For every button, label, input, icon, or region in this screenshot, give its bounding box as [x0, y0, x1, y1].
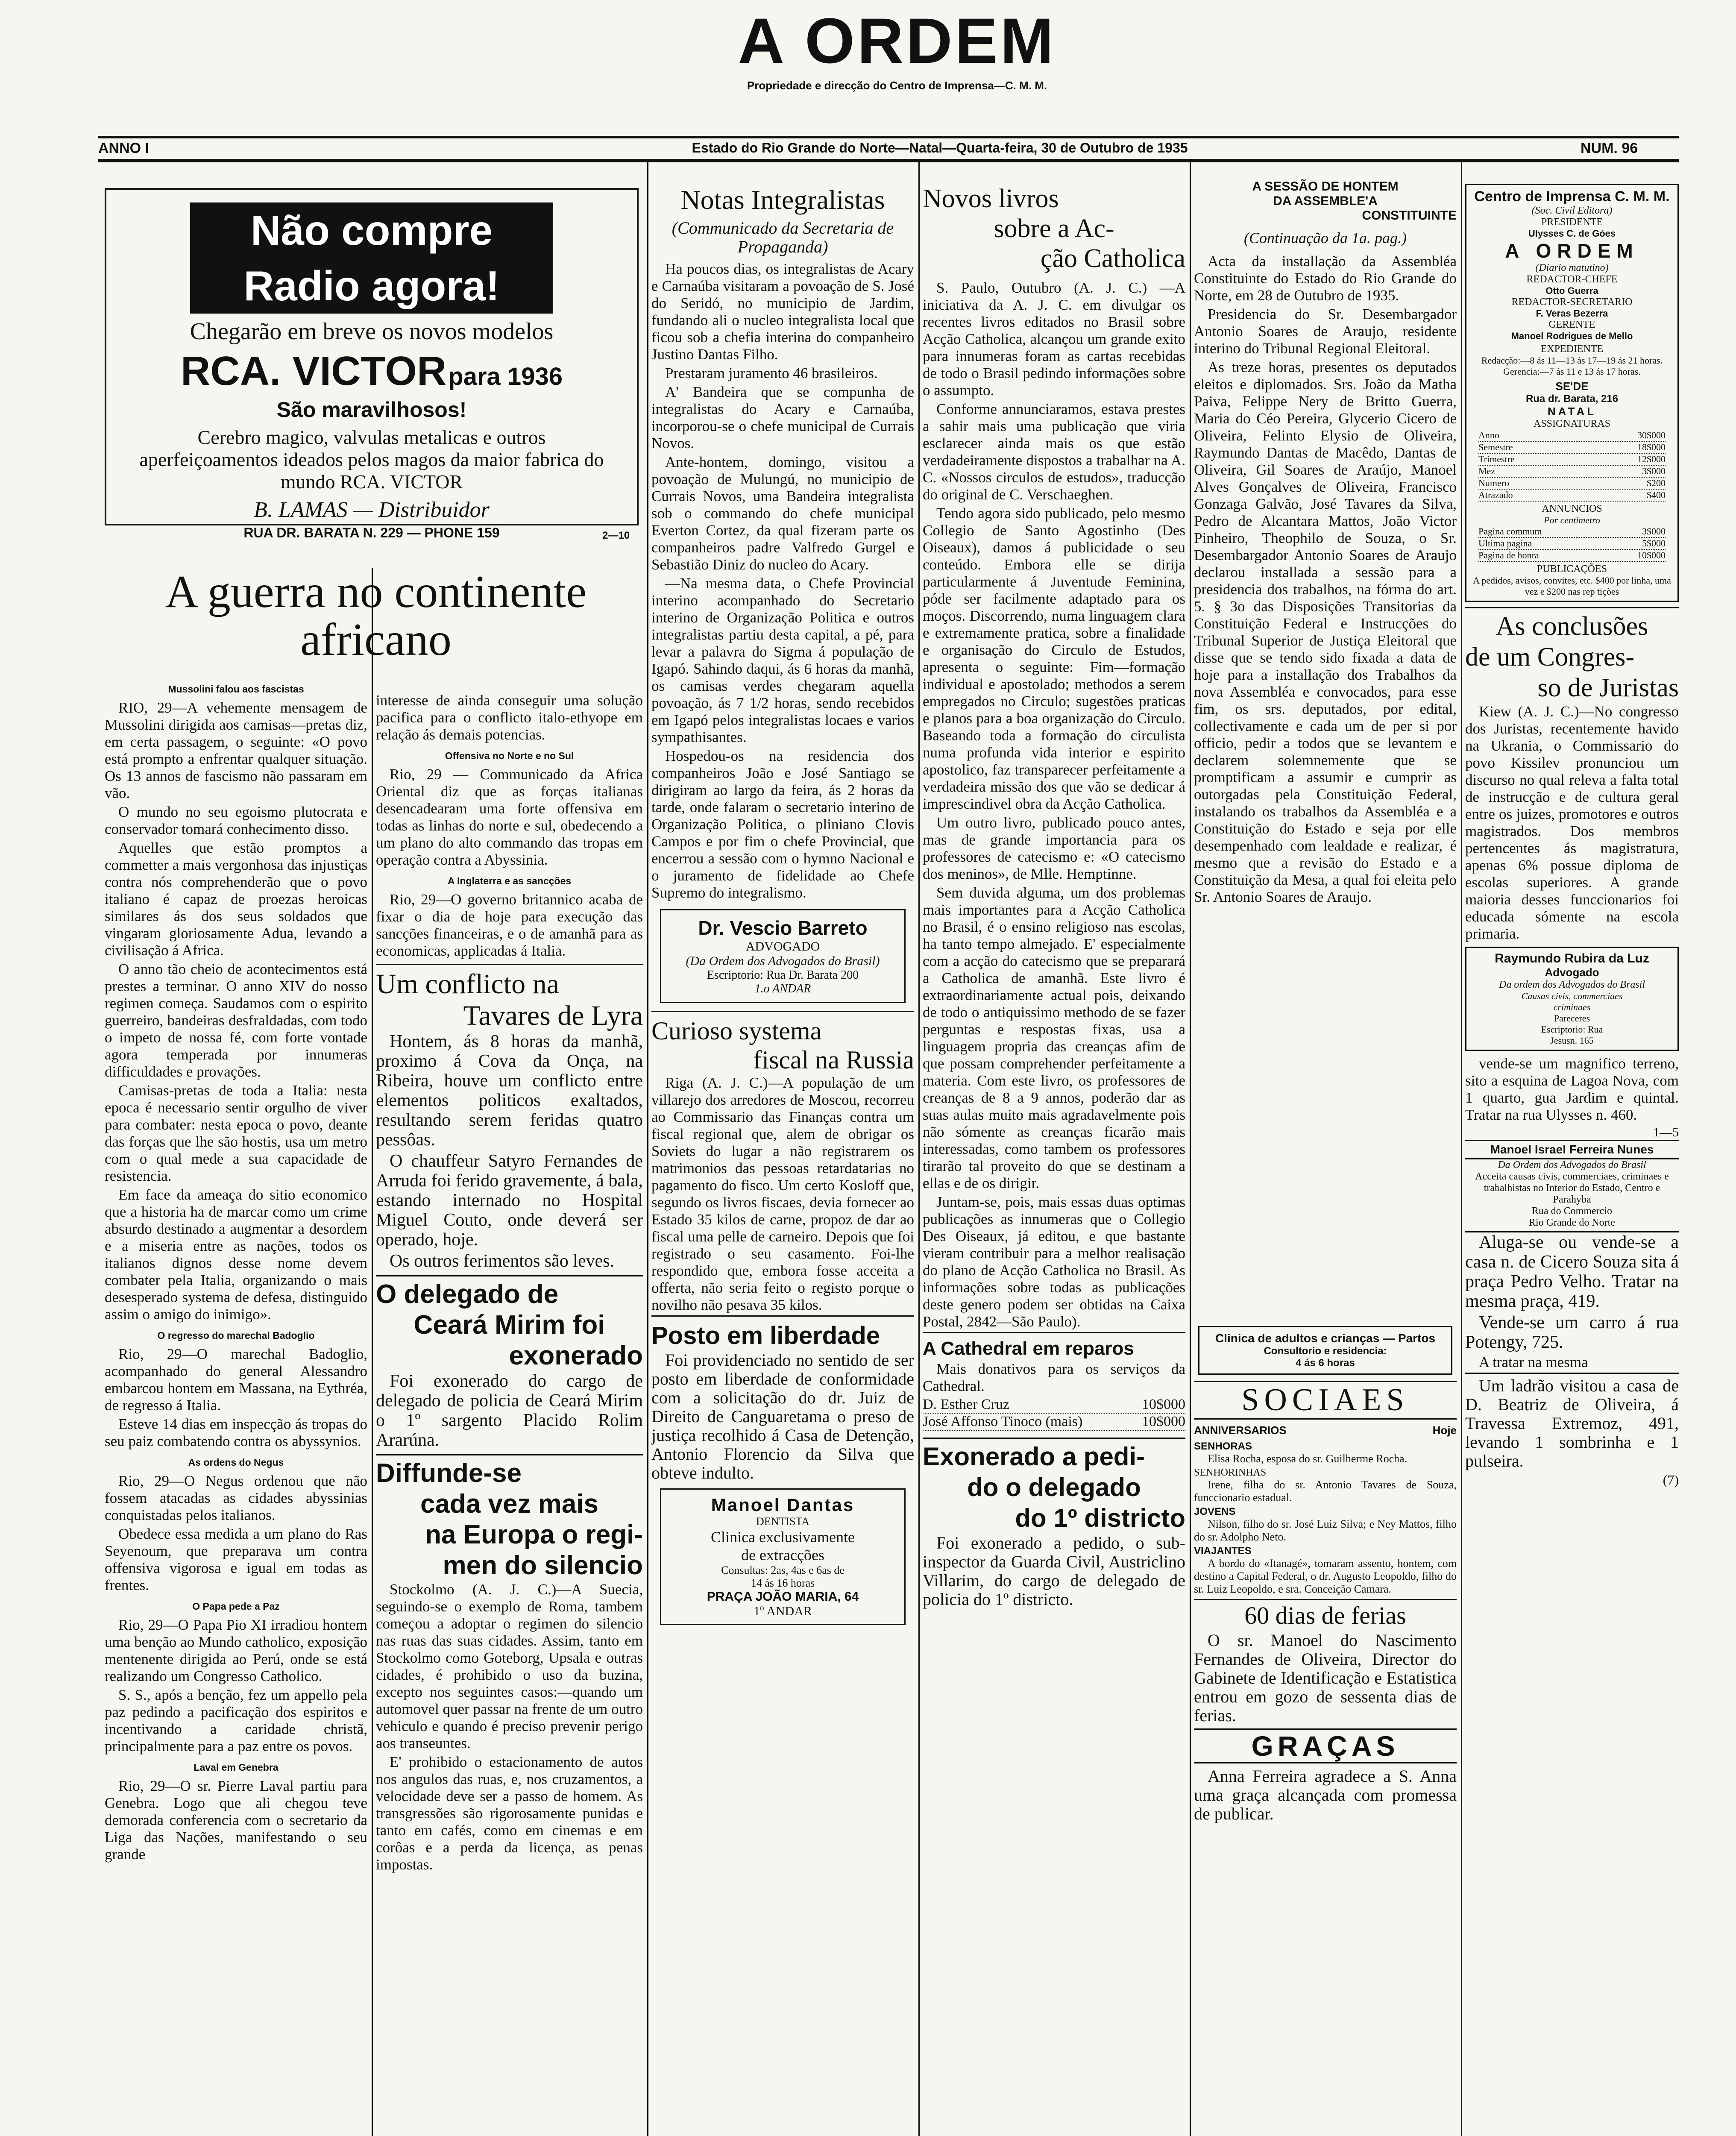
nunes-text: Rio Grande do Norte	[1465, 1217, 1679, 1232]
column-rule	[918, 162, 920, 2136]
paragraph: S. S., após a benção, fez um appello pela paz pedindo a pacificação dos espiritos e incentivando a caridade christã, principalmente para a paz entre os povos.	[105, 1687, 371, 1755]
ad-dantas-role: DENTISTA	[756, 1515, 809, 1528]
ad-luz-line: Jesusn. 165	[1550, 1035, 1594, 1046]
ad-luz-note: Da ordem dos Advogados do Brasil	[1499, 979, 1645, 990]
paragraph: Hospedou-os na residencia dos companheiros João e José Santiago se dirigiram ao largo da feira, ás 2 horas da tarde, onde falaram o secretario interino de Organização Politica, o plinianо Clovis Campos e por fim o chefe Provincial, que encerrou a sessão com o hymno Nacional e o juramento de fidelidade ao Chefe Supremo do integralismo.	[651, 748, 918, 901]
staff-text: A pedidos, avisos, convites, etc. $400 por linha, uma vez e $200 nas rep tições	[1473, 575, 1671, 597]
donation-row	[923, 1414, 1185, 1431]
subhead: Laval em Genebra	[194, 1762, 279, 1773]
ad-vescio-role: ADVOGADO	[745, 939, 820, 954]
mark: 1—5	[1653, 1125, 1679, 1139]
ad-dantas-line: de extracções	[741, 1546, 824, 1564]
paragraph: Um ladrão visitou a casa de D. Beatriz de Oliveira, á Travessa Extremoz, 491, levando 1 sombrinha e 1 pulseira.	[1465, 1373, 1679, 1470]
headline-exonerado: Exonerado a pedi-	[923, 1442, 1145, 1471]
staff-label: ASSIGNATURAS	[1533, 418, 1611, 429]
price-value: 10$000	[1637, 550, 1666, 560]
ads-table	[1470, 526, 1674, 562]
ad-luz-role: Advogado	[1545, 966, 1599, 979]
staff-text: NATAL	[1547, 405, 1597, 418]
paragraph: Ante-hontem, domingo, visitou a povoação de Mulungú, no municipio de Currais Novos, uma Bandeira integralista sob o commando do chefe municipal Everton Cortez, da qual fizeram parte os companheiros padre Valfredo Gurgel e Sebastião Diniz do nucleo do Acary.	[651, 454, 918, 573]
amount: 10$000	[1142, 1414, 1185, 1429]
price-row	[1478, 454, 1666, 466]
paragraph: Rio, 29—O sr. Pierre Laval partiu para Genebra. Logo que ali chegou teve demorada conferencia com o secretario da Liga das Nações, manifestando o seu grande	[105, 1778, 371, 1863]
nunes-note: Da Ordem dos Advogados do Brasil	[1498, 1159, 1646, 1171]
paragraph: Foi exonerado a pedido, o sub-inspector da Guarda Civil, Austriclino Villarim, do cargo de delegado de policia do 1º districto.	[923, 1533, 1190, 1609]
price-value: 3$000	[1642, 526, 1666, 537]
column-6	[1465, 184, 1683, 2136]
paragraph: Presidencia do Sr. Desembargador Antonio Soares de Araujo, residente interino do Tribunal Regional Eleitoral.	[1194, 306, 1460, 357]
headline-diffunde: na Europa o regi-	[425, 1520, 643, 1549]
nunes-text: Acceita causas civis, commerciaes, criminaes e trabalhistas no Interior do Estado, Centro e Parahyba	[1475, 1171, 1669, 1205]
paragraph: A bordo do «Itanagé», tomaram assento, hontem, com destino a Capital Federal, o dr. Augusto Leopoldo, filho do sr. Luiz Leopoldo, e sra. Conceição Camara.	[1194, 1557, 1460, 1595]
ad-luz-line: Causas civis, commerciaes	[1521, 991, 1623, 1001]
price-row	[1478, 538, 1666, 550]
paragraph: O chauffeur Satyro Fernandes de Arruda foi ferido gravemente, á bala, estando internado no Hospital Miguel Couto, onde deverá ser operado, hoje.	[376, 1151, 648, 1250]
staff-label: EXPEDIENTE	[1540, 343, 1604, 355]
sociaes-jovens: JOVENS	[1194, 1506, 1236, 1517]
sociaes-senhoras: SENHORAS	[1194, 1441, 1252, 1452]
headline-curioso: Curioso systema	[651, 1017, 822, 1045]
headline-tavares-2: Tavares de Lyra	[463, 1000, 643, 1031]
headline-ceara: exonerado	[509, 1341, 643, 1370]
paragraph: RIO, 29—A vehemente mensagem de Mussolini dirigida aos camisas—pretas diz, em certa passagem, o seguinte: «O povo está prompto a enfrentar qualquer situação. Os 13 annos de fascismo não passaram em vão.	[105, 699, 371, 801]
headline-ceara: Ceará Mirim foi	[413, 1310, 605, 1340]
ad-vescio	[660, 909, 906, 1003]
headline-sessao: CONSTITUINTE	[1362, 208, 1457, 223]
staff-label: REDACTOR-SECRETARIO	[1511, 296, 1633, 308]
staff-title: Centro de Imprensa C. M. M.	[1474, 188, 1670, 205]
paragraph: Stockolmo (A. J. C.)—A Suecia, seguindo-se o exemplo de Roma, tambem começou a adoptar o regimen do silencio nas ruas das suas cidades. Assim, tanto em Stockolmo como Goteborg, Upsala e outras cidades, é prohibido o uso da buzina, excepto nos seguintes casos:—quando um automovel quer passar na frente de um outro vehiculo e quando é preciso prevenir perigo aos transeuntes.	[376, 1581, 647, 1752]
paragraph: Aluga-se ou vende-se a casa n. de Cicero Souza sita á praça Pedro Velho. Tratar na mesma praça, 419.	[1465, 1232, 1683, 1311]
column-3	[651, 184, 918, 2136]
headline-curioso: fiscal na Russia	[753, 1046, 914, 1074]
staff-text: Redacção:—8 ás 11—13 ás 17—19 ás 21 horas.	[1481, 355, 1663, 366]
headline-cathedral: A Cathedral em reparos	[923, 1332, 1185, 1361]
column-4	[923, 184, 1190, 2136]
ad-luz-line: Pareceres	[1554, 1013, 1590, 1024]
ad-dantas-line: Clinica exclusivamente	[711, 1529, 855, 1546]
price-value: $400	[1647, 490, 1666, 500]
staff-name: Manoel Rodrigues de Mello	[1511, 331, 1633, 341]
staff-label: REDACTOR-CHEFE	[1526, 274, 1618, 285]
paragraph: Ha poucos dias, os integralistas de Acary e Carnaúba visitaram a povoação de S. José do Seridó, no municipio de Jardim, fundando ali o nucleo integralista local que ficou sob a chefia interina do companheiro Justino Dantas Filho.	[651, 261, 918, 363]
paragraph: A' Bandeira que se compunha de integralistas do Acary e Carnaúba, incorporou-se o chefe municipal de Currais Novos.	[651, 384, 918, 452]
price-label: Trimestre	[1478, 454, 1515, 464]
ad-radio-address: RUA DR. BARATA N. 229 — PHONE 159	[243, 525, 500, 540]
ad-clinica-title: Clinica de adultos e crianças — Partos	[1215, 1332, 1436, 1345]
staff-label: PRESIDENTE	[1541, 217, 1603, 228]
mark: (7)	[1663, 1472, 1679, 1488]
headline-conclusoes: so de Juristas	[1537, 673, 1679, 702]
price-value: 3$000	[1642, 466, 1666, 476]
column-rule	[1461, 162, 1462, 2136]
price-row	[1478, 490, 1666, 502]
price-label: Atrazado	[1478, 490, 1513, 500]
ad-vescio-note: (Da Ordem dos Advogados do Brasil)	[686, 954, 880, 968]
paragraph: Acta da installação da Assembléa Constituinte do Estado do Rio Grande do Norte, em 28 de Outubro de 1935.	[1194, 253, 1460, 304]
paragraph: Em face da ameaça do sitio economico que a historia ha de marcar como um crime absurdo destinado a augmentar a desordem e a miseria entre as nações, todos os italianos dignos desse nome devem combater pela Italia, organizando o mais desesperado systema de defesa, distinguido assim o amigo do inimigo».	[105, 1186, 371, 1323]
staff-text: Gerencia:—7 ás 11 e 13 ás 17 horas.	[1503, 366, 1641, 377]
price-value: 5$000	[1642, 538, 1666, 549]
headline-exonerado: do 1º districto	[1015, 1504, 1185, 1532]
donation-row	[923, 1397, 1185, 1414]
staff-label: SE'DE	[1555, 380, 1589, 393]
staff-box	[1465, 184, 1679, 602]
staff-text: Rua dr. Barata, 216	[1525, 393, 1619, 405]
paragraph: Anna Ferreira agradece a S. Anna uma graça alcançada com promessa de publicar.	[1194, 1766, 1461, 1823]
ad-radio-exclaim: São maravilhosos!	[276, 398, 467, 422]
headline-conclusoes: de um Congres-	[1465, 643, 1635, 672]
headline-ferias: 60 dias de ferias	[1194, 1599, 1457, 1631]
price-row	[1478, 466, 1666, 478]
paragraph: E' prohibido o estacionamento de autos nos angulos das ruas, e, nos cruzamentos, a velocidade deve ser a passo de homem. As transgressões são rigorosamente punidas e tanto em cafés, como em cinemas e em corôas e a perda da licença, as penas impostas.	[376, 1754, 647, 1873]
donor: José Affonso Tinoco (mais)	[923, 1414, 1083, 1429]
paragraph: Foi exonerado do cargo de delegado de policia de Ceará Mirim o 1º sargento Placido Rolim Ararúna.	[376, 1371, 648, 1450]
ad-radio-code: 2—10	[602, 530, 630, 541]
staff-name: Ulysses C. de Góes	[1528, 228, 1616, 239]
headline-diffunde: men do silencio	[443, 1551, 643, 1580]
paragraph: As treze horas, presentes os deputados eleitos e diplomados. Srs. João da Matha Paiva, Felippe Nery de Britto Guerra, Maria do Céo Pereira, Glycerio Cicero de Oliveira, Felinto Elysio de Oliveira, Raymundo Dantas de Macêdo, Dantas de Oliveira, Gil Soares de Araújo, Manoel Alves Gonçalves de Oliveira, Francisco Gonzaga Galvão, José Tavares da Silva, Pedro de Alcantara Mattos, João Victor Pinheiro, Theophilo de Souza, o Sr. Desembargador Antonio Soares de Araujo declarou installada a sessão para a presidencia dos trabalhos, na fórma do art. 5. § 3o das Disposições Transitorias da Constituição Federal e Instrucções do Tribunal Superior de Justiça Eleitoral que disse que se tendo sido fixada a data de hoje para a installação dos Trabalhos da nova Assembléa e convocados, para esse fim, os srs. deputados, por edital, collectivamente e cada um de per si por officio, pedir a todos que se levantem e declarem solemnemente que se promptificam a assumir e cumprir as outorgadas pela Constituição Federal, instalando os trabalhos da Assembléa e a Constituição do Estado e seja por elle desempenhado com lealdade e realizar, é mesmo que a revisão do Estado e a Constituição da Mesa, a qual foi eleita pelo Sr. Antonio Soares de Araujo.	[1194, 359, 1460, 905]
staff-sub: (Soc. Civil Editora)	[1531, 205, 1613, 216]
paragraph: Esteve 14 dias em inspecção ás tropas do seu paiz combatendo contra os abyssynios.	[105, 1416, 371, 1449]
paragraph: Hontem, ás 8 horas da manhã, proximo á Cova da Onça, na Ribeira, houve um conflicto entre elementos politicos exaltados, resultando serem feridas quatro pessôas.	[376, 1032, 648, 1150]
subhead: O Papa pede a Paz	[192, 1601, 280, 1612]
paragraph: O mundo no seu egoismo plutocrata e conservador tomará conhecimento disso.	[105, 804, 371, 837]
price-row	[1478, 442, 1666, 454]
headline-nunes: Manoel Israel Ferreira Nunes	[1465, 1140, 1679, 1159]
paragraph: Elisa Rocha, esposa do sr. Guilherme Rocha.	[1208, 1452, 1408, 1465]
price-row	[1478, 478, 1666, 490]
price-label: Mez	[1478, 466, 1496, 476]
headline-gracas: GRAÇAS	[1194, 1728, 1457, 1763]
price-value: 12$000	[1637, 454, 1666, 464]
subhead: O regresso do marechal Badoglio	[157, 1330, 315, 1341]
ad-vescio-floor: 1.o ANDAR	[754, 982, 811, 995]
price-label: Pagina commum	[1478, 526, 1542, 537]
paragraph: Os outros ferimentos são leves.	[390, 1251, 615, 1271]
price-label: Ultima pagina	[1478, 538, 1532, 549]
ad-radio-year: para 1936	[448, 363, 563, 390]
ad-radio-brand: RCA. VICTOR	[181, 348, 447, 394]
masthead-rule-bottom	[98, 159, 1679, 162]
paragraph: Prestaram juramento 46 brasileiros.	[665, 365, 878, 381]
paragraph: Obedece essa medida a um plano do Ras Seyenoum, que preparava um contra offensiva vigorosa e igual em todas as frentes.	[105, 1526, 371, 1593]
paragraph: Juntam-se, pois, mais essas duas optimas publicações as innumeras que o Collegio Des Oiseaux, já editou, e que bastante vieram contribuir para a melhor realisação do plano de Acção Catholica no Brasil. As informações sobre todas as publicações deste genero podem ser obtidas na Caixa Postal, 2842—São Paulo).	[923, 1194, 1189, 1330]
ad-radio-line1: Chegarão em breve os novos modelos	[190, 318, 554, 345]
ad-luz-line: Escriptorio: Rua	[1541, 1024, 1603, 1035]
paragraph: Irene, filha do sr. Antonio Tavares de Souza, funccionario estadual.	[1194, 1479, 1460, 1504]
ad-dantas-name: Manoel Dantas	[711, 1495, 855, 1515]
paragraph: Nilson, filho do sr. José Luiz Silva; e Ney Mattos, filho do sr. Adolpho Neto.	[1194, 1518, 1460, 1543]
paragraph: Kiew (A. J. C.)—No congresso dos Juristas, recentemente havido na Ukrania, o Commissario do povo Kissilev pronunciou um discurso no qual releva a falta total de instrucção e de cultura geral entre os juizes, promotores e outros magistrados. Dos membros pertencentes ás magistratura, apenas 6% possue diploma de escolas superiores. A grande maioria desses funccionarios foi educada sómente na escola primaria.	[1465, 703, 1683, 942]
headline-livros: sobre a Ac-	[994, 214, 1114, 243]
sociaes-viajantes: VIAJANTES	[1194, 1545, 1252, 1557]
column-2	[376, 692, 648, 2136]
ad-radio-body: Cerebro magico, valvulas metalicas e outros aperfeiçoamentos ideados pelos magos da maior fabrica do mundo RCA. VICTOR	[139, 426, 604, 493]
continuation-note: (Continuação da 1a. pag.)	[1244, 229, 1407, 246]
paragraph: Sem duvida alguma, um dos problemas mais importantes para a Acção Catholica no Brasil, é o ensino religioso nas escolas, ha tanto tempo almejado. E' especialmente com a acção do catecismo que se preparará a Catholica de amanhã. Este livro é extraordinariamente actual pois, deixando de todo o antiquissimo methodo de se fazer perguntas e respostas fixas, usa a linguagem propria das creanças afim de que possam comprehender perfeitamente a materia. Com este livro, os professores de creanças de 8 a 9 annos, poderão dar as suas aulas muito mais agradavelmente pois não sómente as creanças ficarão mais interessadas, como tambem os professores tirarão tal proveito do que se destinam a ellas e de os dirigir.	[923, 884, 1189, 1191]
price-label: Pagina de honra	[1478, 550, 1539, 560]
ad-clinica	[1198, 1326, 1452, 1375]
paragraph: Rio, 29 — Communicado da Africa Oriental diz que as forças italianas desencadearam uma forte offensiva em todas as linhas do norte e sul, obedecendo a um plano do alto commando das tropas em operação contra a Abyssinia.	[376, 766, 647, 868]
headline-diffunde: cada vez mais	[420, 1489, 599, 1519]
subhead: Mussolini falou aos fascistas	[168, 684, 304, 695]
headline-tavares-1: Um conflicto na	[376, 968, 559, 1000]
staff-label: ANNUNCIOS	[1542, 503, 1602, 514]
headline-sociaes: SOCIAES	[1194, 1381, 1457, 1420]
headline-ceara: O delegado de	[376, 1279, 559, 1309]
column-rule	[1190, 162, 1191, 2136]
staff-daily: (Diario matutino)	[1535, 262, 1609, 273]
staff-label: PUBLICAÇÕES	[1537, 563, 1607, 575]
staff-name: F. Veras Bezerra	[1536, 308, 1608, 319]
masthead-title: A ORDEM	[738, 5, 1056, 76]
ad-dantas-hours: Consultas: 2as, 4as e 6as de	[721, 1564, 845, 1576]
headline-exonerado: do o delegado	[967, 1473, 1141, 1502]
nunes-text: Rua do Commercio	[1532, 1206, 1612, 1217]
subhead: Offensiva no Norte e no Sul	[445, 750, 574, 761]
staff-name: Otto Guerra	[1545, 285, 1598, 296]
sociaes-hoje: Hoje	[1432, 1424, 1457, 1437]
ad-luz-line: criminaes	[1553, 1002, 1591, 1012]
price-label: Anno	[1478, 430, 1499, 440]
subscription-table	[1470, 430, 1674, 502]
paragraph: Mais donativos para os serviços da Cathedral.	[923, 1361, 1189, 1394]
paragraph: O sr. Manoel do Nascimento Fernandes de Oliveira, Director do Gabinete de Identificação e Estatistica entrou em gozo de sessenta dias de ferias.	[1194, 1631, 1461, 1725]
column-rule	[647, 162, 648, 2136]
subhead: A Inglaterra e as sancções	[447, 875, 572, 886]
paragraph: S. Paulo, Outubro (A. J. C.) —A iniciativa da A. J. C. em divulgar os recentes livros editados no Brasil sobre Acção Catholica, alcançou um grande exito para innumeras foram as cartas recebidas de todo o Brasil pedindo informações sobre o assumpto.	[923, 279, 1189, 399]
masthead-dateline: Estado do Rio Grande do Norte—Natal—Quarta-feira, 30 de Outubro de 1935	[692, 140, 1188, 156]
column-5	[1194, 179, 1461, 2136]
ad-dantas	[660, 1488, 906, 1625]
headline-guerra: A guerra no continente africano	[165, 566, 587, 665]
paragraph: Rio, 29—O governo britannico acaba de fixar o dia de hoje para execução das sancções financeiras, e o de amanhã para as economicas, applicadas á Italia.	[376, 891, 647, 959]
price-label: Numero	[1478, 478, 1510, 488]
ad-dantas-floor: 1º ANDAR	[754, 1604, 812, 1618]
headline-livros: Novos livros	[923, 184, 1059, 213]
masthead-tagline: Propriedade e direcção do Centro de Imprensa—C. M. M.	[747, 79, 1047, 92]
donor: D. Esther Cruz	[923, 1397, 1010, 1412]
masthead-rule-top	[98, 136, 1679, 138]
headline-sessao: DA ASSEMBLE'A	[1273, 194, 1378, 208]
paragraph: —Na mesma data, o Chefe Provincial interino acompanhado do Secretario interino de Organização Politica e outros integralistas partiu desta capital, a pé, para levar a palavra do Sigma á população de Igapó. Sahindo daqui, ás 6 horas da manhã, os camisas verdes chegaram aquella povoação, ás 7 1/2 horas, sendo recebidos em Igapó pelos integralistas locaes e varios sympathisantes.	[651, 575, 918, 745]
paragraph: O anno tão cheio de acontecimentos está prestes a terminar. O anno XIV do nosso regimen começa. Saudamos com o espirito guerreiro, bandeiras desfraldadas, com todo o impeto de nossa fé, com forte vontade agora temperada por innumeras difficuldades e provações.	[105, 961, 371, 1080]
paragraph: Um outro livro, publicado pouco antes, mas de grande importancia para os professores de catecismo e: «O catecismo dos meninos», de Mlle. Hemptinne.	[923, 814, 1189, 882]
price-row	[1478, 550, 1666, 562]
ad-vescio-name: Dr. Vescio Barreto	[698, 917, 868, 939]
paragraph: Vende-se um carro á rua Potengy, 725.	[1465, 1313, 1683, 1352]
price-value: $200	[1647, 478, 1666, 488]
headline-conclusoes: As conclusões	[1496, 612, 1648, 641]
headline-notas: Notas Integralistas	[680, 185, 885, 215]
price-row	[1478, 430, 1666, 442]
paragraph: Aquelles que estão promptos a commetter a mais vergonhosa das injustiças contra nós comprehenderão que o povo italiano é capaz de proezas heroicas similares ás dos seus soldados que vingaram gloriosamente Adua, levando a civilisação á Africa.	[105, 839, 371, 959]
masthead-number: NUM. 96	[1581, 140, 1638, 156]
staff-label: GERENTE	[1548, 319, 1595, 330]
column-rule	[372, 568, 373, 2136]
paragraph: Camisas-pretas de toda a Italia: nesta epoca é necessario sentir orgulho de viver para combater: nesta epoca o povo, deante das forças que lhe são hostis, usa um metro com o qual mede a sua capacidade de resistencia.	[105, 1082, 371, 1184]
notas-source: (Communicado da Secretaria de Propaganda)	[672, 218, 894, 256]
staff-text: Por centimetro	[1544, 515, 1600, 525]
ad-clinica-line: Consultorio e residencia:	[1264, 1345, 1387, 1357]
amount: 10$000	[1142, 1397, 1185, 1412]
sociaes-anniv: ANNIVERSARIOS	[1194, 1424, 1287, 1437]
headline-sessao: A SESSÃO DE HONTEM	[1252, 179, 1399, 194]
ad-radio-dealer: B. LAMAS — Distribuidor	[254, 498, 490, 522]
paragraph: interesse de ainda conseguir uma solução pacifica para o conflicto italo-ethyope em relação ás demais potencias.	[376, 692, 647, 743]
paragraph: Rio, 29—O Papa Pio XI irradiou hontem uma benção ao Mundo catholico, exposição mentenente dirigida ao Perú, onde se está realizando um Congresso Catholico.	[105, 1617, 371, 1684]
paragraph: A tratar na mesma	[1479, 1354, 1588, 1370]
headline-livros: ção Catholica	[1040, 244, 1185, 273]
paragraph: Rio, 29—O Negus ordenou que não fossem atacadas as cidades abyssinias conquistadas pelos italianos.	[105, 1473, 371, 1523]
paragraph: Conforme annunciaramos, estava prestes a sahir mais uma publicação que viria esclarecer ainda mais os que estão verdadeiramente dispostos a trabalhar na A. C. «Nossos circulos de estudos», traducção do original de C. Verschaeghen.	[923, 401, 1189, 503]
price-value: 18$000	[1637, 442, 1666, 452]
headline-diffunde: Diffunde-se	[376, 1458, 522, 1488]
staff-paper: A ORDEM	[1505, 240, 1639, 262]
paragraph: Foi providenciado no sentido de ser posto em liberdade de conformidade com a solicitação do dr. Juiz de Direito de Canguaretama o preso de justiça recolhido á Casa de Detenção, Antonio Florencio da Silva que obteve indulto.	[651, 1350, 918, 1482]
headline-posto: Posto em liberdade	[651, 1315, 914, 1351]
ad-luz	[1465, 947, 1679, 1051]
price-label: Semestre	[1478, 442, 1513, 452]
paragraph: vende-se um magnifico terreno, sito a esquina de Lagoa Nova, com 1 quarto, gua Jardim e quintal. Tratar na rua Ulysses n. 460.	[1465, 1055, 1683, 1123]
ad-dantas-hours: 14 ás 16 horas	[751, 1577, 815, 1589]
ad-radio-headline: Não compre Radio agora!	[190, 202, 553, 314]
sociaes-senhorinhas: SENHORINHAS	[1194, 1467, 1267, 1478]
price-row	[1478, 526, 1666, 538]
column-1	[105, 684, 371, 2136]
price-value: 30$000	[1637, 430, 1666, 440]
subhead: As ordens do Negus	[188, 1457, 284, 1468]
ad-luz-name: Raymundo Rubira da Luz	[1495, 951, 1649, 965]
paragraph: Tendo agora sido publicado, pelo mesmo Collegio de Santo Agostinho (Des Oiseaux), damos á publicidade o seu conteúdo. Embora elle se dirija particularmente á Juventude Feminina, póde ser facilmente adaptado para os moços. Discorrendo, numa linguagem clara e extremamente pratica, sobre a finalidade e organisação do Circulo de Estudos, apresenta o seguinte: Fim—formação individual e apostolado; methodos a serem empregados no Circulo; sugestões praticas e planos para a boa organização do Circulo. Baseando toda a formação do circulista numa profunda vida interior e espirito apostolico, faz transparecer perfeitamente a verdadeira missão dos que vão se dedicar á imprescindivel obra da Acção Catholica.	[923, 505, 1189, 812]
ad-dantas-address: PRAÇA JOÃO MARIA, 64	[707, 1590, 859, 1604]
masthead-year: ANNO I	[98, 140, 149, 156]
paragraph: Rio, 29—O marechal Badoglio, acompanhado do general Alessandro embarcou hontem em Massana, na Eythréa, de regresso á Italia.	[105, 1346, 371, 1414]
paragraph: Riga (A. J. C.)—A população de um villarejo dos arredores de Moscou, recorreu ao Commissario das Finanças contra um fiscal regional que, alem de obrigar os Soviets do lugar a não registrarem os matrimonios das pessoas retardatarias no pagamento do fisco. Um certo Kosloff que, segundo os livros fiscaes, devia fornecer ao Estado 35 kilos de carne, propoz de dar ao fiscal uma pelle de carneiro. Depois que foi registrado o seu casamento. Foi-lhe respondido que, embora fosse acceita a offerta, não seria feito o registo porque o novilho não pesava 35 kilos.	[651, 1074, 918, 1313]
ad-clinica-addr: 4 ás 6 horas	[1296, 1357, 1355, 1369]
ad-vescio-office: Escriptorio: Rua Dr. Barata 200	[707, 968, 859, 982]
